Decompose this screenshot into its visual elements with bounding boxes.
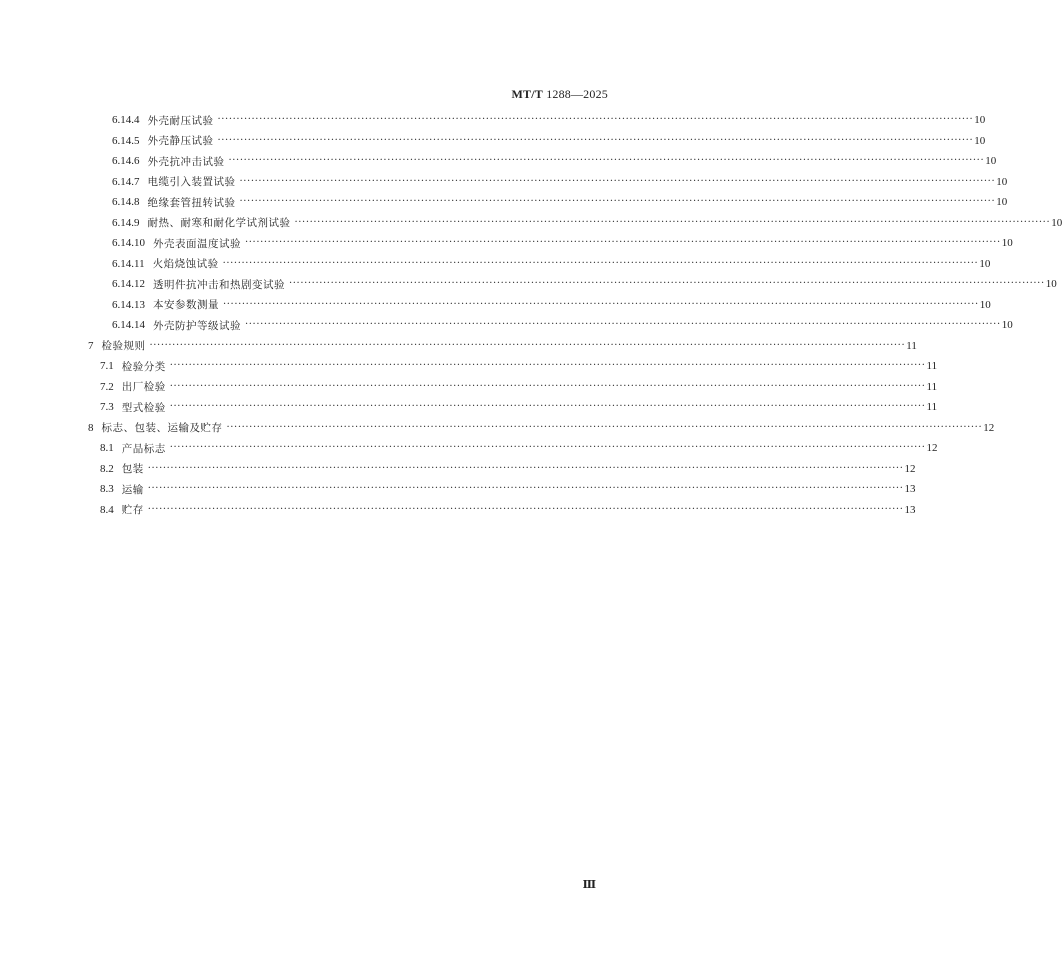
toc-entry[interactable] [112,131,986,151]
toc-entry-page: 10 [1001,237,1013,249]
toc-entry-page: 10 [974,114,986,126]
toc-leader-dots: ········································································································································································································ [169,360,926,371]
toc-entry[interactable] [100,356,938,376]
toc-entry[interactable] [100,479,916,499]
toc-entry-number: 8.4 [100,503,114,516]
toc-entry-page: 11 [926,401,938,413]
toc-entry[interactable] [112,151,997,171]
toc-entry[interactable] [100,397,938,417]
toc-entry-page: 13 [904,503,916,516]
toc-entry-page: 12 [926,442,938,454]
toc-entry-page: 10 [985,155,997,167]
toc-entry-title: 外壳静压试验 [147,135,214,147]
toc-leader-dots: ········································································································································································································ [217,114,974,125]
toc-entry-title: 绝缘套管扭转试验 [147,196,236,209]
toc-entry-title: 电缆引入装置试验 [147,176,236,188]
standard-code-number: 1288—2025 [546,87,608,101]
toc-entry-number: 6.14.5 [112,134,140,147]
toc-entry-page: 11 [926,380,938,393]
toc-leader-dots: ········································································································································································································ [223,298,979,310]
toc-entry[interactable] [112,315,1013,335]
toc-entry-number: 7 [88,339,94,352]
toc-leader-dots: ········································································································································································································ [245,237,1001,248]
toc-entry-page: 10 [1001,319,1013,331]
toc-leader-dots: ········································································································································································································ [147,462,904,474]
toc-leader-dots: ········································································································································································································ [289,278,1045,289]
toc-entry-number: 6.14.10 [112,237,145,249]
toc-entry-title: 贮存 [121,504,144,516]
toc-leader-dots: ········································································································································································································ [228,155,985,166]
toc-entry-title: 出厂检验 [121,381,166,393]
toc-entry-number: 6.14.4 [112,114,140,126]
toc-entry-number: 8.1 [100,442,114,454]
toc-entry-number: 7.1 [100,360,114,372]
toc-leader-dots: ········································································································································································································ [169,442,926,453]
toc-entry-page: 10 [1051,216,1062,229]
toc-entry-page: 11 [906,339,917,352]
toc-entry[interactable] [100,459,916,479]
toc-entry[interactable] [88,418,995,438]
toc-entry-page: 10 [974,134,986,147]
toc-entry[interactable] [112,192,1008,212]
toc-leader-dots: ········································································································································································································ [239,196,996,207]
toc-entry-title: 耐热、耐寒和耐化学试剂试验 [147,217,291,229]
toc-entry[interactable] [100,500,916,520]
toc-leader-dots: ········································································································································································································ [294,216,1051,228]
toc-entry[interactable] [112,110,986,130]
toc-leader-dots: ········································································································································································································ [149,339,906,351]
toc-entry[interactable] [100,438,938,458]
toc-entry[interactable] [112,233,1013,253]
toc-entry-page: 13 [904,483,916,495]
toc-leader-dots: ········································································································································································································ [147,503,904,515]
toc-entry-title: 检验规则 [101,340,146,352]
toc-entry[interactable] [112,274,1057,294]
toc-entry-number: 7.3 [100,401,114,413]
toc-entry-number: 6.14.14 [112,319,145,331]
toc-entry-title: 外壳耐压试验 [147,114,214,127]
toc-entry-number: 6.14.13 [112,298,145,311]
toc-entry-number: 6.14.7 [112,175,140,188]
toc-entry-title: 运输 [121,483,144,496]
toc-entry-page: 11 [926,360,938,372]
toc-leader-dots: ········································································································································································································ [245,319,1001,330]
toc-entry-number: 6.14.9 [112,216,140,229]
toc-entry-title: 包装 [121,463,144,475]
standard-code [512,87,608,102]
toc-entry[interactable] [112,172,1008,192]
toc-entry-number: 8.2 [100,462,114,475]
toc-entry[interactable] [112,254,991,274]
toc-leader-dots: ········································································································································································································ [226,421,983,433]
toc-entry-title: 本安参数测量 [153,299,219,311]
toc-entry-number: 6.14.8 [112,196,140,208]
toc-entry-number: 7.2 [100,380,114,393]
toc-entry-number: 6.14.12 [112,278,145,290]
toc-entry[interactable] [88,336,917,356]
toc-entry-number: 6.14.6 [112,155,140,167]
toc-leader-dots: ········································································································································································································ [147,483,904,494]
page-number: Ⅲ [582,879,596,891]
toc-entry-number: 8.3 [100,483,114,495]
toc-leader-dots: ········································································································································································································ [217,134,974,146]
toc-entry-title: 标志、包装、运输及贮存 [101,422,223,434]
toc-entry-page: 10 [979,298,991,311]
toc-leader-dots: ········································································································································································································ [169,401,926,412]
toc-entry-number: 6.14.11 [112,257,145,270]
toc-entry-title: 透明件抗冲击和热剧变试验 [153,278,285,291]
toc-entry-page: 12 [904,462,916,475]
toc-entry-title: 外壳防护等级试验 [153,319,241,332]
toc-entry-title: 火焰烧蚀试验 [152,258,219,270]
toc-entry-title: 外壳抗冲击试验 [147,155,225,168]
standard-code-prefix: MT/T [511,87,543,101]
toc-entry-number: 8 [88,421,94,434]
toc-leader-dots: ········································································································································································································ [239,175,996,187]
toc-entry-title: 检验分类 [121,360,166,373]
toc-entry[interactable] [112,295,991,315]
toc-entry[interactable] [112,213,1062,233]
toc-entry-page: 12 [983,421,995,434]
toc-entry-title: 产品标志 [121,442,166,455]
toc-entry-title: 外壳表面温度试验 [153,237,241,250]
toc-entry-page: 10 [1045,278,1057,290]
toc-leader-dots: ········································································································································································································ [222,257,979,269]
toc-entry-page: 10 [996,196,1008,208]
toc-entry-page: 10 [979,257,991,270]
toc-entry-title: 型式检验 [121,401,166,414]
toc-entry[interactable] [100,377,938,397]
toc-leader-dots: ········································································································································································································ [169,380,926,392]
toc-entry-page: 10 [996,175,1008,188]
